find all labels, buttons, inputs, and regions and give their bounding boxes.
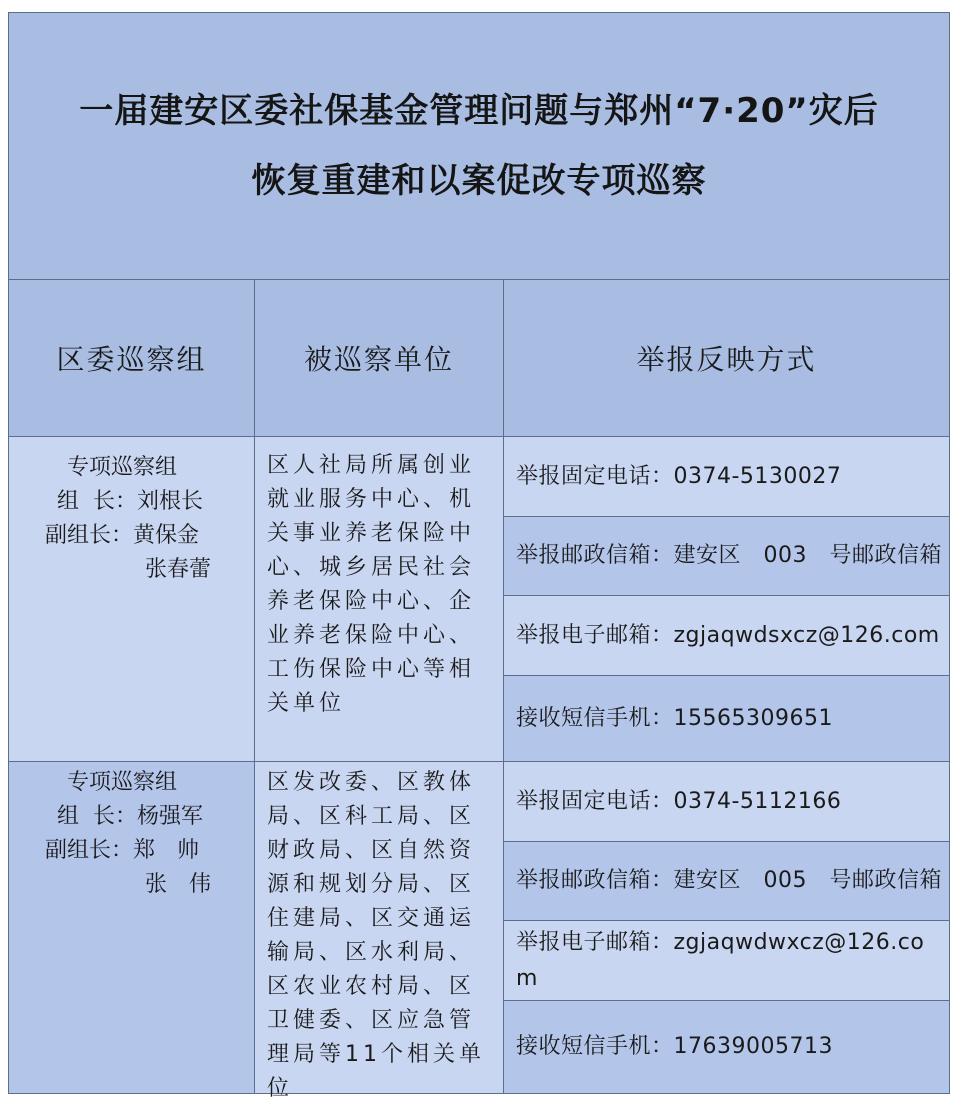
table-title-cell: [8, 12, 950, 280]
group-1-deputy-2: 张春蕾: [145, 557, 212, 582]
header-group: 区委巡察组: [8, 279, 255, 437]
group-2-email: 举报电子邮箱：zgjaqwdwxcz@126.com: [503, 920, 950, 1001]
group-2-name: 专项巡察组: [67, 770, 178, 795]
group-2-sms: 接收短信手机：17639005713: [503, 1000, 950, 1094]
group-2-units-cell: [254, 761, 504, 1101]
group-2-units: 区发改委、区教体局、区科工局、区财政局、区自然资源和规划分局、区住建局、区交通运输局、区水利局、区农业农村局、区卫健委、区应急管理局等11个相关单位: [267, 770, 485, 1101]
group-1-deputy: 副组长：黄保金: [45, 523, 200, 548]
group-1-leader: 组 长：刘根长: [57, 489, 203, 514]
group-2-deputy-2: 张 伟: [145, 872, 212, 897]
group-1-mailbox: 举报邮政信箱：建安区 003 号邮政信箱: [503, 516, 950, 596]
group-2-deputy: 副组长：郑 帅: [45, 838, 200, 863]
group-1-sms: 接收短信手机：15565309651: [503, 675, 950, 762]
group-1-name: 专项巡察组: [67, 455, 178, 480]
group-2-mailbox: 举报邮政信箱：建安区 005 号邮政信箱: [503, 841, 950, 921]
group-2-phone: 举报固定电话：0374-5112166: [503, 761, 950, 842]
group-2-members-cell: [8, 761, 255, 1094]
title-line-2: 恢复重建和以案促改专项巡察: [251, 161, 707, 201]
group-1-units: 区人社局所属创业就业服务中心、机关事业养老保险中心、城乡居民社会养老保险中心、企业养老保险中心、工伤保险中心等相关单位: [267, 453, 476, 716]
header-unit: 被巡察单位: [254, 279, 504, 437]
header-report: 举报反映方式: [503, 279, 950, 437]
group-2-leader: 组 长：杨强军: [57, 804, 203, 829]
title-line-1: 一届建安区委社保基金管理问题与郑州“7·20”灾后: [79, 91, 879, 131]
group-1-email: 举报电子邮箱：zgjaqwdsxcz@126.com: [503, 595, 950, 676]
group-1-phone: 举报固定电话：0374-5130027: [503, 436, 950, 517]
group-1-members-cell: [8, 436, 255, 762]
group-1-units-cell: [254, 436, 504, 762]
